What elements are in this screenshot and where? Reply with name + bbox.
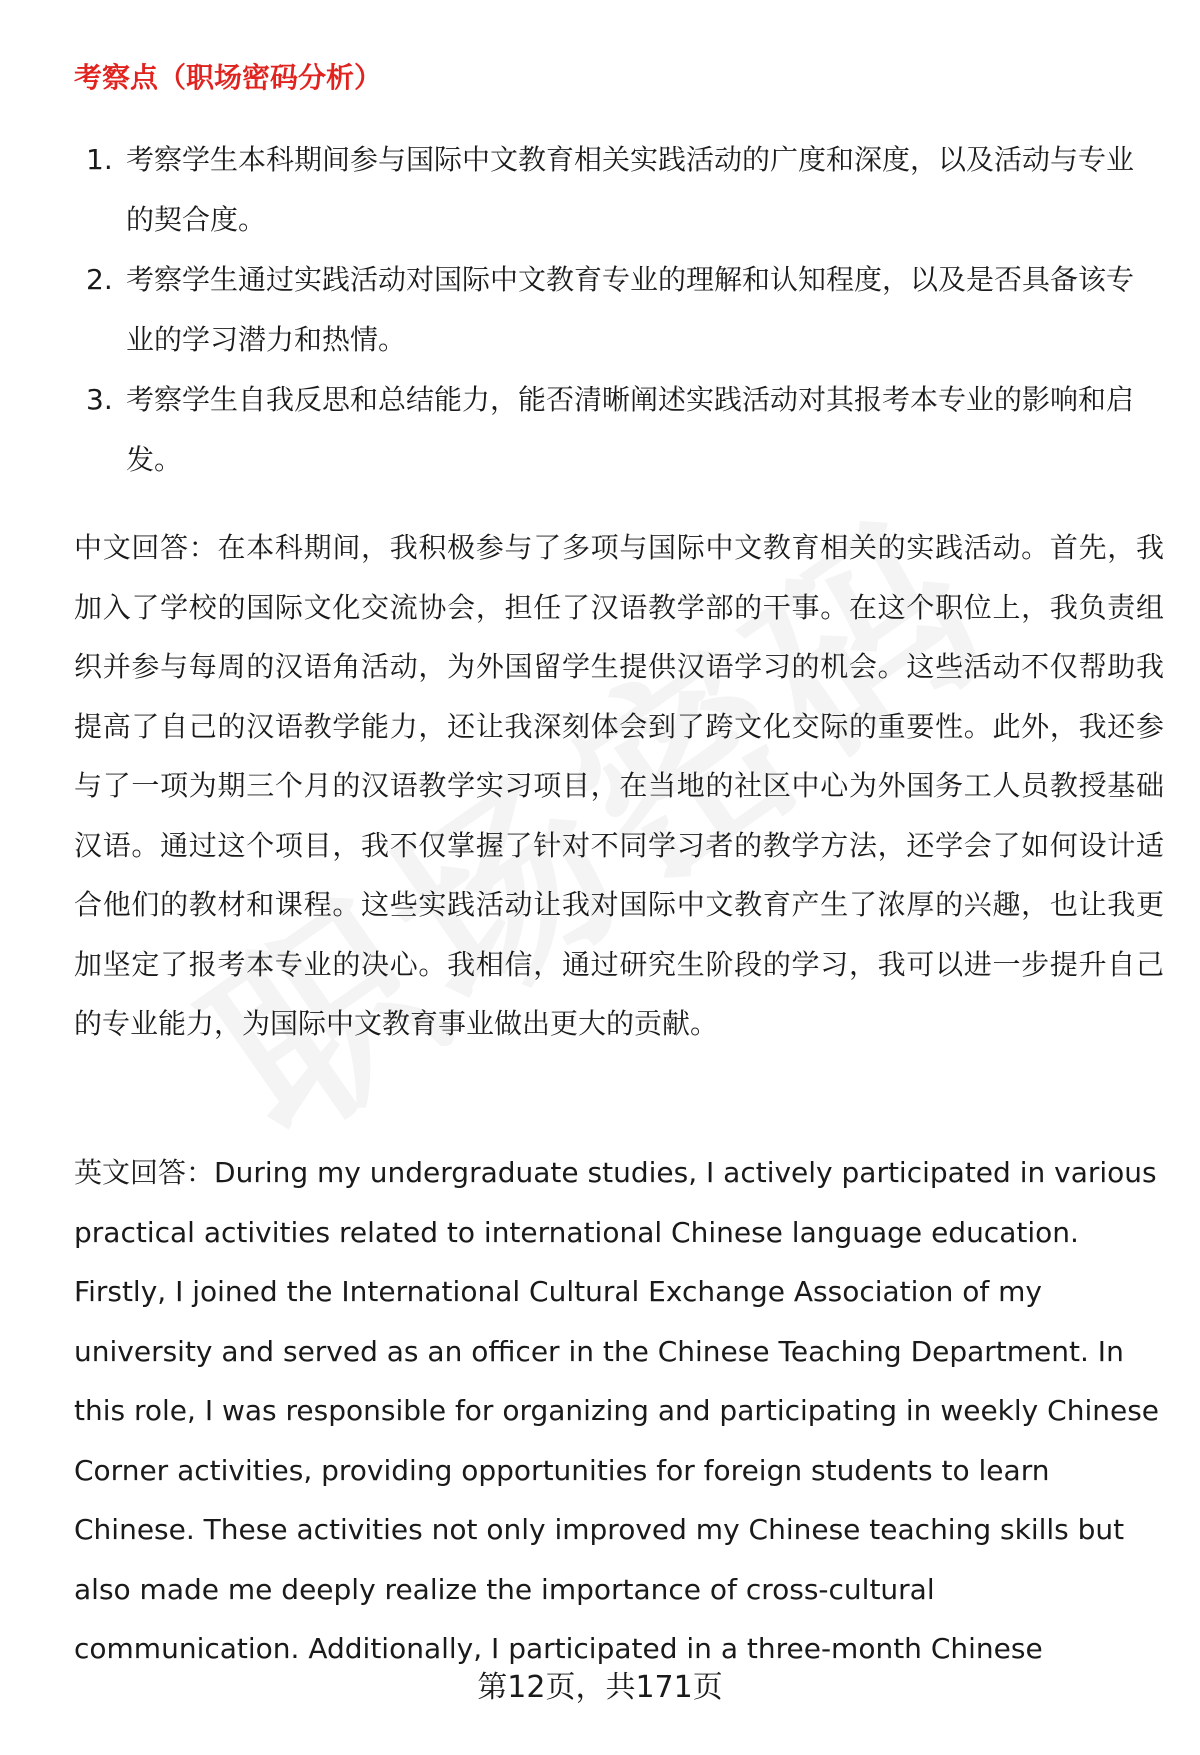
- list-item-text: 考察学生本科期间参与国际中文教育相关实践活动的广度和深度，以及活动与专业的契合度。: [126, 143, 1135, 236]
- list-item: [74, 370, 1154, 490]
- english-answer-label: 英文回答：: [74, 1156, 215, 1189]
- english-answer: [74, 1143, 1164, 1679]
- page-footer: 第12页，共171页: [477, 1670, 723, 1705]
- list-item-text: 考察学生自我反思和总结能力，能否清晰阐述实践活动对其报考本专业的影响和启发。: [126, 383, 1135, 476]
- list-item-number: 2.: [86, 263, 113, 296]
- chinese-answer: [74, 518, 1164, 1054]
- list-item: [74, 130, 1154, 250]
- section-title: 考察点（职场密码分析）: [74, 61, 383, 94]
- english-answer-text: During my undergraduate studies, I actively participated in various practical activities related to international Chinese language education. Firstly, I joined the International Cultural Exchange Association of my university and served as an officer in the Chinese Teaching Department. In this role, I was responsible for organizing and participating in weekly Chinese Corner activities, providing opportunities for foreign students to learn Chinese. These activities not only improved my Chinese teaching skills but also made me deeply realize the importance of cross-cultural communication. Additionally, I participated in a three-month Chinese: [74, 1156, 1160, 1665]
- chinese-answer-label: 中文回答：: [74, 531, 218, 564]
- list-item-number: 3.: [86, 383, 113, 416]
- list-item-number: 1.: [86, 143, 113, 176]
- assessment-points-list: [74, 130, 1154, 490]
- chinese-answer-text: 在本科期间，我积极参与了多项与国际中文教育相关的实践活动。首先，我加入了学校的国际文化交流协会，担任了汉语教学部的干事。在这个职位上，我负责组织并参与每周的汉语角活动，为外国留学生提供汉语学习的机会。这些活动不仅帮助我提高了自己的汉语教学能力，还让我深刻体会到了跨文化交际的重要性。此外，我还参与了一项为期三个月的汉语教学实习项目，在当地的社区中心为外国务工人员教授基础汉语。通过这个项目，我不仅掌握了针对不同学习者的教学方法，还学会了如何设计适合他们的教材和课程。这些实践活动让我对国际中文教育产生了浓厚的兴趣，也让我更加坚定了报考本专业的决心。我相信，通过研究生阶段的学习，我可以进一步提升自己的专业能力，为国际中文教育事业做出更大的贡献。: [74, 531, 1164, 1040]
- list-item-text: 考察学生通过实践活动对国际中文教育专业的理解和认知程度，以及是否具备该专业的学习潜力和热情。: [126, 263, 1135, 356]
- list-item: [74, 250, 1154, 370]
